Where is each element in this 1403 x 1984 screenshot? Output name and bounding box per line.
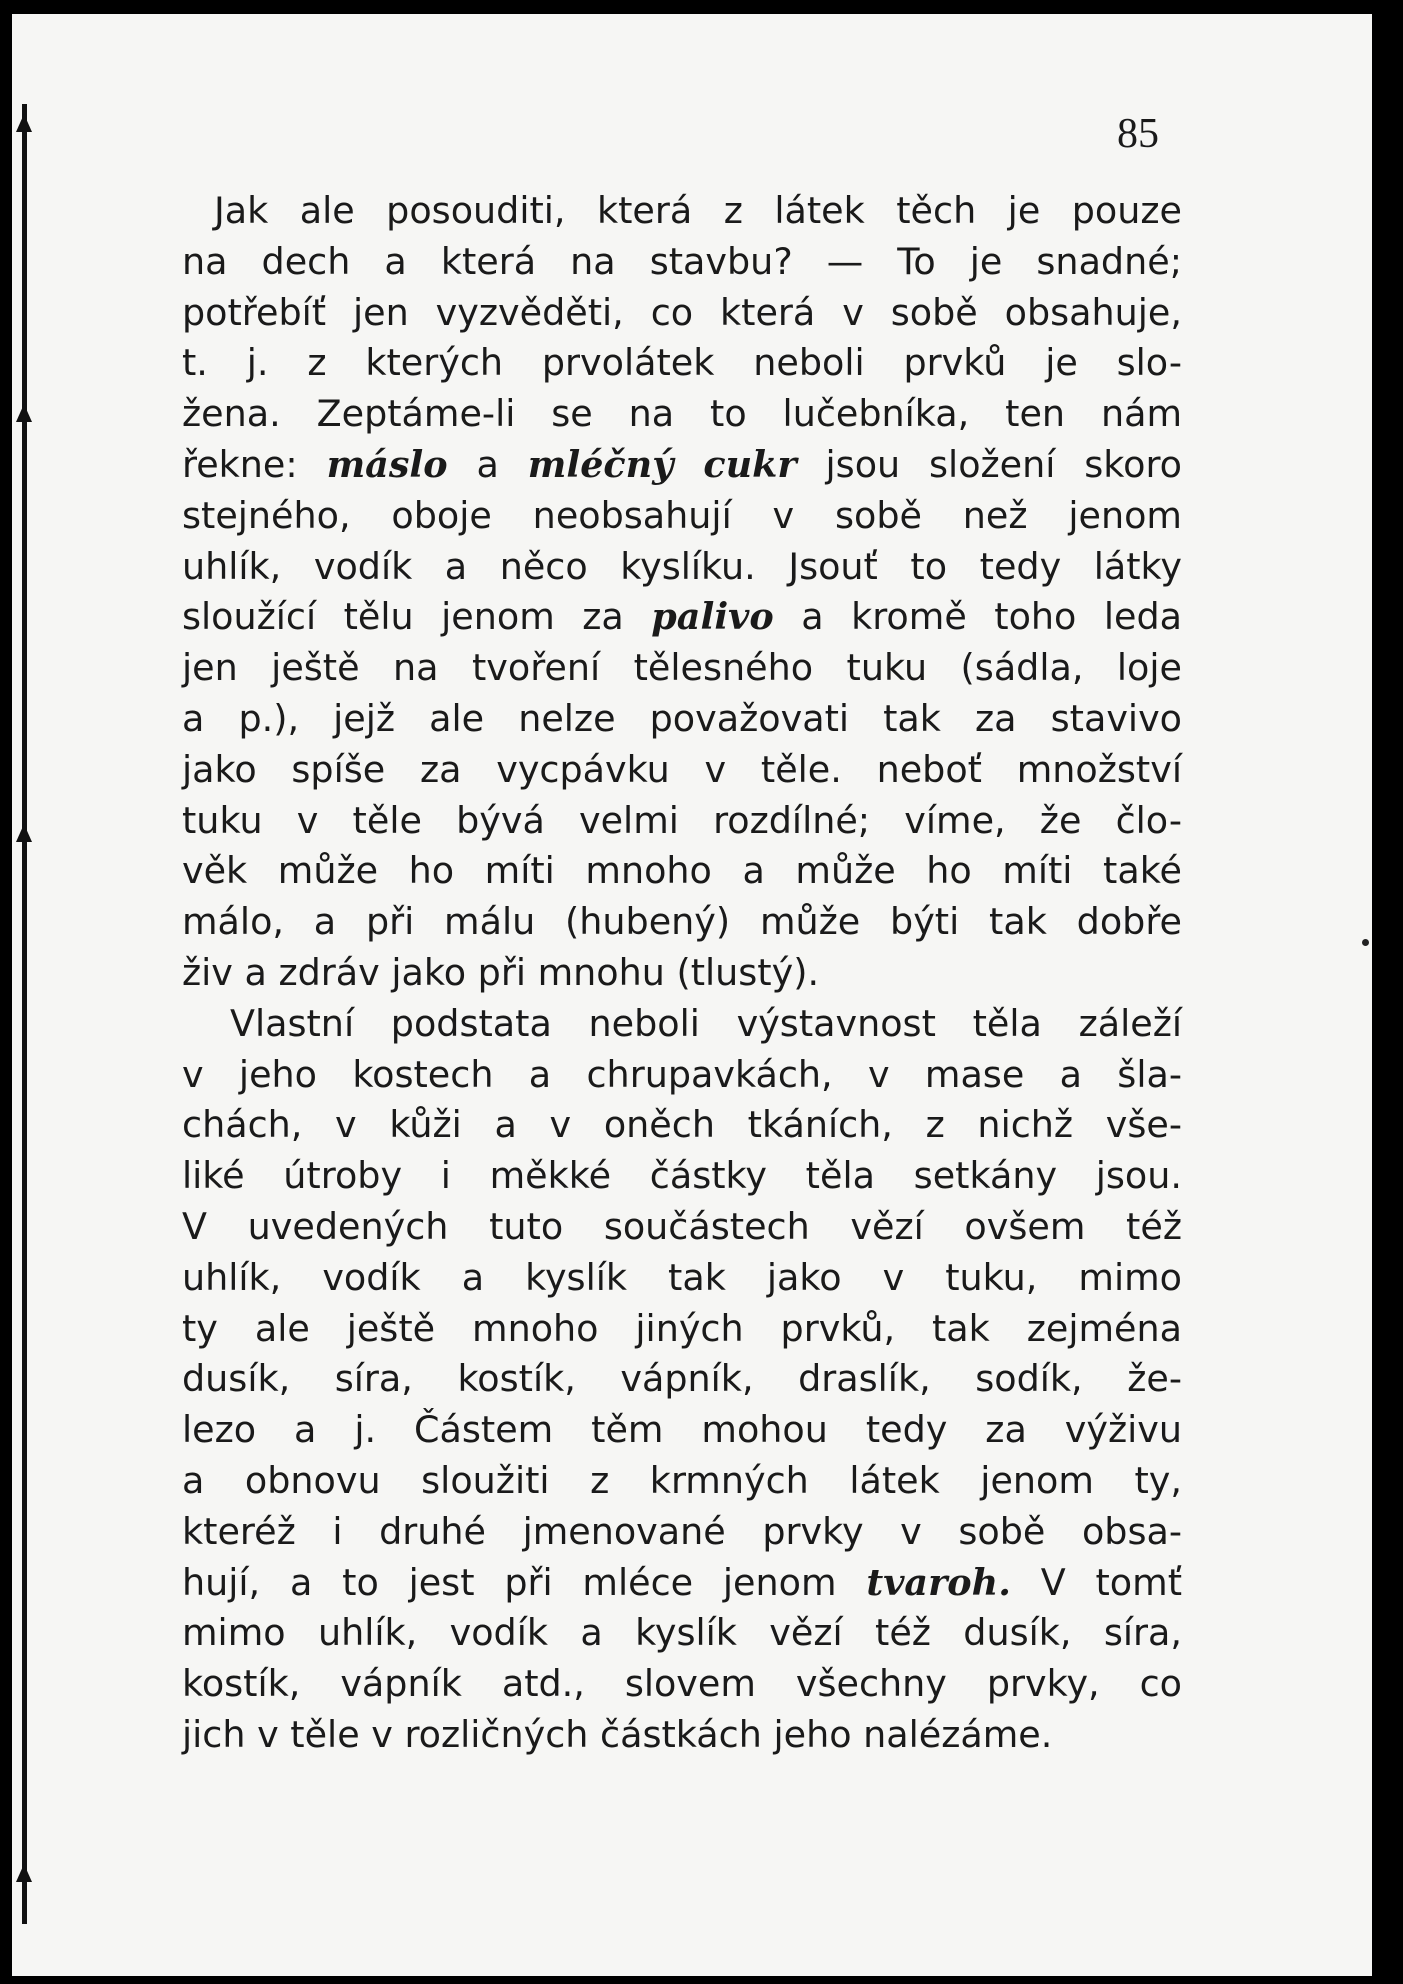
text-line — [182, 237, 1182, 288]
text-run: Jak ale posouditi, která z látek těch je pouze — [214, 189, 1182, 232]
text-line — [182, 897, 1182, 948]
text-line — [182, 1202, 1182, 1253]
text-run: uhlík, vodík a něco kyslíku. Jsouť to tedy látky — [182, 544, 1182, 588]
text-line — [182, 491, 1182, 542]
text-run: t. j. z kterých prvolátek neboli prvků je slo- — [182, 341, 1182, 385]
text-line — [182, 846, 1182, 897]
text-run: uhlík, vodík a kyslík tak jako v tuku, mimo — [182, 1255, 1182, 1299]
text-run: potřebíť jen vyzvěděti, co která v sobě obsahuje, — [182, 290, 1182, 334]
text-run: řekne: — [182, 442, 327, 486]
text-run: V tomť — [1010, 1560, 1182, 1604]
text-run: a obnovu sloužiti z krmných látek jenom ty, — [182, 1458, 1182, 1502]
text-line — [182, 948, 1182, 999]
text-run: jich v těle v rozličných částkách jeho nalézáme. — [182, 1712, 1053, 1756]
text-line — [182, 288, 1182, 339]
text-line — [182, 643, 1182, 694]
page-number: 85 — [1117, 111, 1159, 157]
text-run: hují, a to jest při mléce jenom — [182, 1560, 867, 1604]
text-run: dusík, síra, kostík, vápník, draslík, sodík, že- — [182, 1357, 1182, 1401]
text-run: v jeho kostech a chrupavkách, v mase a šla- — [182, 1052, 1182, 1096]
text-run: živ a zdráv jako při mnohu (tlustý). — [182, 950, 820, 994]
text-run: sloužící tělu jenom za — [182, 595, 652, 639]
text-run: liké útroby i měkké částky těla setkány jsou. — [182, 1154, 1182, 1198]
text-line — [182, 796, 1182, 847]
paragraph-2 — [182, 999, 1182, 1761]
text-run: mimo uhlík, vodík a kyslík vězí též dusík, síra, — [182, 1611, 1182, 1655]
text-line — [182, 1710, 1182, 1761]
emphasis-text: mléčný cukr — [527, 442, 797, 486]
speck — [1362, 939, 1369, 946]
text-run: na dech a která na stavbu? — To je snadné; — [182, 239, 1182, 283]
text-run: věk může ho míti mnoho a může ho míti také — [182, 849, 1182, 893]
binding-notch — [16, 824, 32, 842]
text-run: ty ale ještě mnoho jiných prvků, tak zejména — [182, 1306, 1182, 1350]
body-text — [182, 186, 1182, 1761]
text-run: lezo a j. Částem těm mohou tedy za výživu — [182, 1408, 1182, 1452]
text-line — [182, 338, 1182, 389]
book-page — [12, 14, 1372, 1976]
text-line — [182, 694, 1182, 745]
text-run: V uvedených tuto součástech vězí ovšem též — [182, 1204, 1182, 1248]
paragraph-1 — [182, 186, 1182, 999]
text-line — [182, 1456, 1182, 1507]
text-line — [182, 1659, 1182, 1710]
text-line — [182, 1304, 1182, 1355]
text-line — [182, 1050, 1182, 1101]
binding-notch — [16, 1864, 32, 1882]
text-line — [182, 1354, 1182, 1405]
text-run: málo, a při málu (hubený) může býti tak dobře — [182, 900, 1182, 944]
text-line — [182, 1151, 1182, 1202]
emphasis-text: tvaroh. — [866, 1560, 1011, 1604]
text-run: žena. Zeptáme-li se na to lučebníka, ten nám — [182, 392, 1182, 436]
text-line — [182, 440, 1182, 491]
text-line — [182, 186, 1182, 237]
text-line — [182, 1558, 1182, 1609]
emphasis-text: máslo — [326, 442, 448, 486]
text-run: kteréž i druhé jmenované prvky v sobě obsa- — [182, 1509, 1182, 1553]
text-line — [182, 1405, 1182, 1456]
text-line — [182, 542, 1182, 593]
text-line — [182, 1100, 1182, 1151]
text-run: jako spíše za vycpávku v těle. neboť množství — [182, 747, 1182, 791]
text-line — [182, 745, 1182, 796]
binding-notch — [16, 404, 32, 422]
text-line — [182, 999, 1182, 1050]
text-run: jen ještě na tvoření tělesného tuku (sádla, loje — [182, 646, 1182, 690]
text-line — [182, 592, 1182, 643]
text-line — [182, 389, 1182, 440]
text-run: a p.), jejž ale nelze považovati tak za stavivo — [182, 696, 1182, 740]
text-run: jsou složení skoro — [796, 442, 1183, 486]
binding-notch — [16, 114, 32, 132]
text-run: chách, v kůži a v oněch tkáních, z nichž vše- — [182, 1103, 1182, 1147]
text-run: a kromě toho leda — [773, 595, 1182, 639]
text-run: Vlastní podstata neboli výstavnost těla záleží — [230, 1001, 1182, 1045]
emphasis-text: palivo — [651, 595, 774, 639]
text-run: stejného, oboje neobsahují v sobě než jenom — [182, 493, 1182, 537]
binding-edge — [22, 104, 27, 1924]
text-line — [182, 1608, 1182, 1659]
text-line — [182, 1253, 1182, 1304]
text-run: tuku v těle bývá velmi rozdílné; víme, že člo- — [182, 798, 1182, 842]
text-line — [182, 1507, 1182, 1558]
text-run: a — [447, 442, 528, 486]
text-run: kostík, vápník atd., slovem všechny prvky, co — [182, 1662, 1182, 1706]
